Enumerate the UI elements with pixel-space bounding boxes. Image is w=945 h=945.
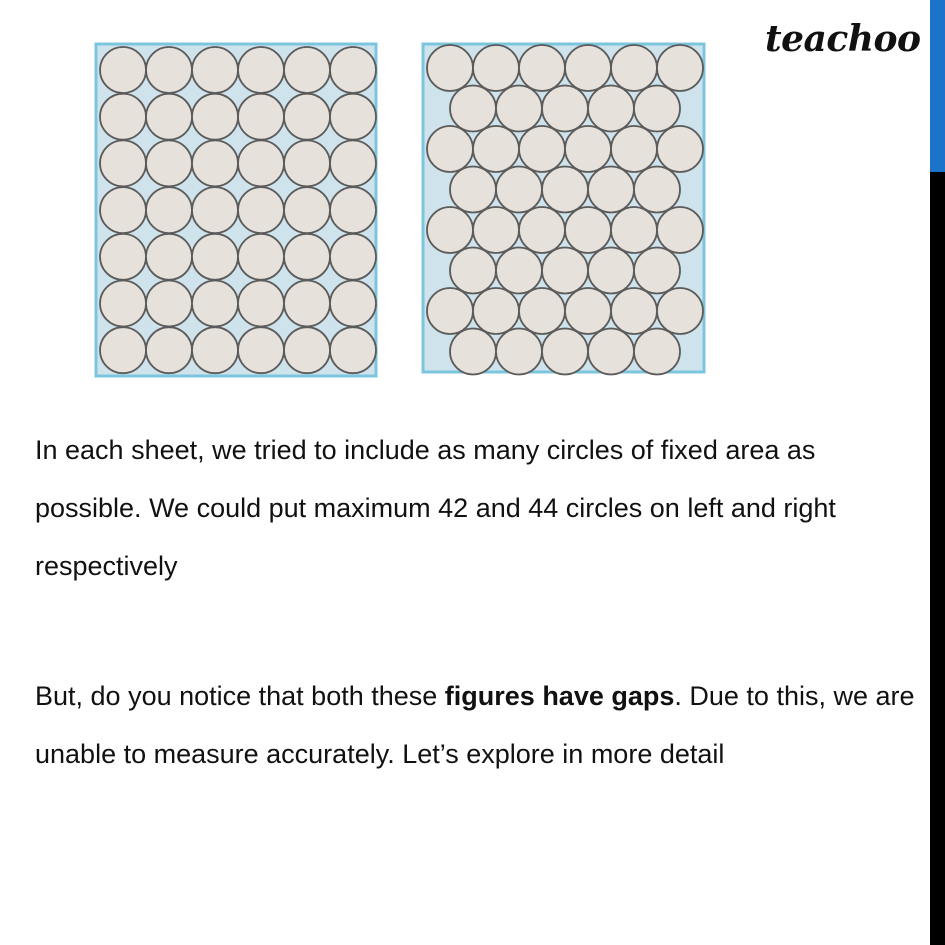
- left-circle: [192, 140, 238, 186]
- right-circle: [542, 86, 588, 132]
- left-circle: [238, 140, 284, 186]
- left-circle: [192, 327, 238, 373]
- paragraph-gaps-conclusion: . Due to this, we are unable to measure accurately. Let’s explore in more detail: [35, 681, 915, 769]
- left-circle: [330, 234, 376, 280]
- right-circle: [657, 288, 703, 334]
- right-circle: [519, 126, 565, 172]
- left-circle: [192, 47, 238, 93]
- left-circle: [330, 94, 376, 140]
- right-circle: [519, 288, 565, 334]
- right-circle: [496, 86, 542, 132]
- right-circle: [542, 329, 588, 375]
- right-circle: [542, 248, 588, 294]
- right-circle: [657, 126, 703, 172]
- right-circle: [473, 288, 519, 334]
- right-circle: [588, 167, 634, 213]
- teachoo-logo: teachoo: [765, 18, 921, 60]
- right-circle: [519, 45, 565, 91]
- right-circle: [634, 167, 680, 213]
- right-circle: [450, 329, 496, 375]
- right-circle: [634, 329, 680, 375]
- right-circle: [611, 126, 657, 172]
- right-circle: [565, 288, 611, 334]
- left-circle: [284, 94, 330, 140]
- left-circle: [238, 234, 284, 280]
- circle-packing-figure: [0, 0, 945, 400]
- right-circle: [450, 86, 496, 132]
- left-circle: [238, 281, 284, 327]
- left-circle: [100, 94, 146, 140]
- left-circle: [238, 94, 284, 140]
- right-circle: [450, 248, 496, 294]
- right-circle: [427, 207, 473, 253]
- left-circle: [284, 187, 330, 233]
- left-circle: [192, 94, 238, 140]
- left-circle: [146, 327, 192, 373]
- right-circle: [473, 126, 519, 172]
- right-circle: [427, 126, 473, 172]
- left-circle: [330, 281, 376, 327]
- left-circle: [330, 47, 376, 93]
- right-circle: [542, 167, 588, 213]
- left-circle: [284, 281, 330, 327]
- right-circle: [588, 86, 634, 132]
- left-circle: [100, 327, 146, 373]
- left-circle: [238, 47, 284, 93]
- left-circle: [100, 187, 146, 233]
- right-circle: [473, 207, 519, 253]
- left-circle: [192, 234, 238, 280]
- paragraph-gaps-intro: But, do you notice that both these: [35, 681, 445, 711]
- right-circle: [565, 207, 611, 253]
- right-circle: [657, 207, 703, 253]
- left-circle: [146, 140, 192, 186]
- left-circle: [330, 327, 376, 373]
- left-circle: [100, 47, 146, 93]
- left-circle: [100, 234, 146, 280]
- left-circle: [146, 187, 192, 233]
- right-circle: [427, 288, 473, 334]
- right-circle: [496, 248, 542, 294]
- left-circle: [192, 281, 238, 327]
- paragraph-circles-count: In each sheet, we tried to include as many circles of fixed area as possible. We could put maximum 42 and 44 circles on left and right respectively: [35, 435, 836, 581]
- right-circle: [519, 207, 565, 253]
- right-circle: [611, 45, 657, 91]
- left-circle: [284, 140, 330, 186]
- left-circle: [100, 140, 146, 186]
- left-circle: [146, 47, 192, 93]
- right-circle: [588, 248, 634, 294]
- right-circle: [565, 126, 611, 172]
- left-circle: [100, 281, 146, 327]
- left-circle: [284, 47, 330, 93]
- right-circle: [611, 288, 657, 334]
- left-circle: [146, 234, 192, 280]
- right-circle: [565, 45, 611, 91]
- right-circle: [611, 207, 657, 253]
- right-circle: [496, 329, 542, 375]
- left-circle: [284, 234, 330, 280]
- right-circle: [473, 45, 519, 91]
- right-circle: [657, 45, 703, 91]
- right-circle: [634, 248, 680, 294]
- right-circle: [634, 86, 680, 132]
- left-circle: [238, 187, 284, 233]
- right-circle: [450, 167, 496, 213]
- left-circle: [330, 187, 376, 233]
- right-circle: [427, 45, 473, 91]
- right-circle: [496, 167, 542, 213]
- left-circle: [284, 327, 330, 373]
- left-circle: [192, 187, 238, 233]
- figures-have-gaps-bold: figures have gaps: [444, 681, 675, 711]
- left-circle: [146, 281, 192, 327]
- left-circle: [330, 140, 376, 186]
- left-circle: [146, 94, 192, 140]
- left-circle: [238, 327, 284, 373]
- paragraph-gaps: [35, 667, 940, 783]
- right-circle: [588, 329, 634, 375]
